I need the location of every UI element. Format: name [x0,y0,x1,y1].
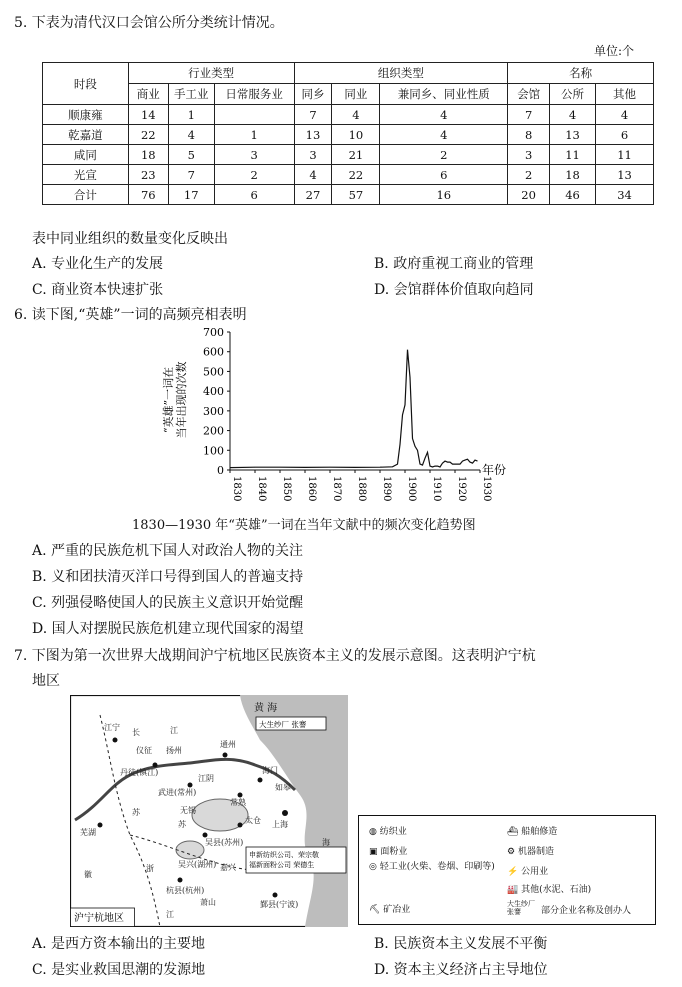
cell: 1 [168,105,214,125]
map-label: 苏 [132,808,140,817]
q7-option-c[interactable]: C. 是实业救国思潮的发源地 [32,962,206,978]
map-label: 长 [132,728,140,737]
q5-title: 5. 下表为清代汉口会馆公所分类统计情况。 [14,15,284,31]
cell: 11 [550,145,596,165]
factory-icon: 🏭 [507,885,522,895]
column-header: 商业 [128,84,168,105]
chart-series-line [230,350,478,468]
chart-y-tick-label: 600 [203,345,224,359]
table-row [43,165,654,185]
chart-x-tick-label: 1870 [331,476,342,502]
map-label: 萧山 [200,898,216,907]
legend-item: ◎ 轻工业(火柴、卷烟、印刷等) [369,862,495,872]
map-corner-label: 沪宁杭地区 [74,913,124,924]
q7-option-a[interactable]: A. 是西方资本输出的主要地 [32,936,206,952]
row-period: 乾嘉道 [43,125,129,145]
q7-title-line1: 7. 下图为第一次世界大战期间沪宁杭地区民族资本主义的发展示意图。这表明沪宁杭 [14,648,536,664]
cell: 2 [214,165,294,185]
map-label: 江 [170,726,178,735]
cell: 6 [380,165,508,185]
map-label: 仪征 [136,746,152,755]
chart-x-tick-label: 1880 [356,476,367,502]
legend-item: 🏭 其他(水泥、石油) [507,885,592,895]
legend-item: ⚡ 公用业 [507,867,549,877]
chart-x-tick-label: 1840 [256,476,267,502]
utility-icon: ⚡ [507,867,522,877]
cell [214,105,294,125]
ship-icon: ⛴ [507,827,522,837]
chart-x-tick-label: 1930 [481,476,492,502]
column-header: 同乡 [294,84,332,105]
map-label: 吴县(苏州) [205,838,244,847]
map-label: 无锡 [180,806,196,815]
textile-icon: ◍ [369,827,380,837]
map-label: 上海 [272,820,288,829]
map-label: 常熟 [230,798,246,807]
machine-icon: ⚙ [507,847,518,857]
chart-xlabel: 年份 [482,463,507,477]
q6-caption: 1830—1930 年“英雄”一词在当年文献中的频次变化趋势图 [132,518,476,533]
cell: 21 [332,145,380,165]
chart-y-tick-label: 500 [203,365,224,379]
q7-option-d[interactable]: D. 资本主义经济占主导地位 [374,962,548,978]
map-label: 太仓 [245,816,261,825]
chart-x-tick-label: 1830 [231,476,242,502]
table-row [43,145,654,165]
q7-title-line2: 地区 [32,673,60,689]
cell: 3 [508,145,550,165]
flour-icon: ▣ [369,847,381,857]
cell: 34 [596,185,654,205]
table-corner: 时段 [43,63,129,105]
map-label: 鄞县(宁波) [260,900,299,909]
q7-option-b[interactable]: B. 民族资本主义发展不平衡 [374,936,548,952]
q6-option-a[interactable]: A. 严重的民族危机下国人对政治人物的关注 [32,543,304,559]
cell: 13 [596,165,654,185]
legend-item: ⛏ 矿冶业 [369,905,411,915]
q5-stem: 表中同业组织的数量变化反映出 [32,231,228,247]
cell: 2 [508,165,550,185]
cell: 6 [214,185,294,205]
cell: 4 [596,105,654,125]
cell: 16 [380,185,508,205]
q6-option-b[interactable]: B. 义和团扶清灭洋口号得到国人的普遍支持 [32,569,304,585]
q5-option-d[interactable]: D. 会馆群体价值取向趋同 [374,282,534,298]
row-period: 顺康雍 [43,105,129,125]
cell: 11 [596,145,654,165]
map-label: 武进(常州) [158,788,197,797]
group-header: 组织类型 [294,63,508,84]
column-header: 公所 [550,84,596,105]
map-label: 扬州 [166,746,182,755]
chart-x-tick-label: 1900 [406,476,417,502]
map-callout-2: 申新纺织公司、荣宗敬福新面粉公司 荣德生 [249,851,319,869]
map-label: 浙 [146,864,154,873]
cell: 2 [380,145,508,165]
table-row [43,125,654,145]
cell: 8 [508,125,550,145]
map-label: 江宁 [104,723,120,732]
cell: 13 [294,125,332,145]
cell: 4 [168,125,214,145]
legend-item: ◍ 纺织业 [369,827,407,837]
chart-y-tick-label: 100 [203,444,224,458]
cell: 7 [294,105,332,125]
cell: 46 [550,185,596,205]
legend-item: ⛴ 船舶修造 [507,827,558,837]
chart-y-tick-label: 400 [203,385,224,399]
cell: 18 [550,165,596,185]
column-header: 手工业 [168,84,214,105]
row-period: 光宣 [43,165,129,185]
column-header: 会馆 [508,84,550,105]
legend-item: ⚙ 机器制造 [507,847,554,857]
q5-option-b[interactable]: B. 政府重视工商业的管理 [374,256,534,272]
cell: 27 [294,185,332,205]
chart-y-tick-label: 700 [203,326,224,339]
cell: 4 [380,105,508,125]
map-label: 江阴 [198,774,214,783]
q6-line-chart [150,320,530,510]
map-label: 海门 [262,766,278,775]
cell: 1 [214,125,294,145]
cell: 13 [550,125,596,145]
table-row [43,185,654,205]
chart-y-tick-label: 0 [217,464,224,477]
map-callout-1: 大生纱厂 张謇 [259,720,307,729]
cell: 7 [168,165,214,185]
map-label: 芜湖 [80,828,96,837]
column-header: 同业 [332,84,380,105]
chart-x-tick-label: 1890 [381,476,392,502]
cell: 10 [332,125,380,145]
q6-option-c[interactable]: C. 列强侵略使国人的民族主义意识开始觉醒 [32,595,304,611]
q7-map [70,695,348,927]
cell: 20 [508,185,550,205]
legend-item: ▣ 面粉业 [369,847,408,857]
column-header: 兼同乡、同业性质 [380,84,508,105]
cell: 7 [508,105,550,125]
cell: 22 [128,125,168,145]
cell: 14 [128,105,168,125]
chart-ylabel: “英雄”一词在当年出现的次数 [162,361,188,439]
row-period: 咸同 [43,145,129,165]
chart-y-tick-label: 200 [203,424,224,438]
chart-y-tick-label: 300 [203,404,224,418]
q7-map-legend [358,815,656,925]
q5-stats-table [42,62,654,205]
map-label: 徽 [84,870,92,879]
table-row [43,105,654,125]
cell: 57 [332,185,380,205]
map-label: 杭县(杭州) [166,886,205,895]
cell: 3 [214,145,294,165]
map-label: 吴兴(湖州) [178,860,217,869]
cell: 6 [596,125,654,145]
map-label: 江 [166,910,174,919]
map-label: 如皋 [275,783,291,792]
chart-x-tick-label: 1860 [306,476,317,502]
q5-option-a[interactable]: A. 专业化生产的发展 [32,256,164,272]
mining-icon: ⛏ [369,905,384,915]
legend-sample-label: 大生纱厂 张謇 [507,900,535,916]
light-industry-icon: ◎ [369,862,380,872]
chart-x-tick-label: 1850 [281,476,292,502]
chart-x-tick-label: 1920 [456,476,467,502]
q6-title: 6. 读下图,“英雄”一词的高频亮相表明 [14,307,247,323]
row-period: 合计 [43,185,129,205]
cell: 4 [332,105,380,125]
legend-item: 部分企业名称及创办人 [541,906,632,916]
column-header: 其他 [596,84,654,105]
q5-unit: 单位:个 [594,44,635,58]
cell: 3 [294,145,332,165]
column-header: 日常服务业 [214,84,294,105]
map-label: 海 [322,838,330,847]
group-header: 行业类型 [128,63,294,84]
map-label: 丹徒(镇江) [120,768,159,777]
cell: 5 [168,145,214,165]
map-label: 嘉兴 [220,863,236,872]
cell: 17 [168,185,214,205]
map-label: 苏 [178,820,186,829]
cell: 18 [128,145,168,165]
q5-option-c[interactable]: C. 商业资本快速扩张 [32,282,164,298]
cell: 4 [380,125,508,145]
cell: 4 [294,165,332,185]
cell: 22 [332,165,380,185]
map-sea-label: 黄 海 [254,703,278,714]
map-label: 通州 [220,740,236,749]
cell: 76 [128,185,168,205]
q6-option-d[interactable]: D. 国人对摆脱民族危机建立现代国家的渴望 [32,621,304,637]
group-header: 名称 [508,63,654,84]
cell: 23 [128,165,168,185]
cell: 4 [550,105,596,125]
chart-x-tick-label: 1910 [431,476,442,502]
